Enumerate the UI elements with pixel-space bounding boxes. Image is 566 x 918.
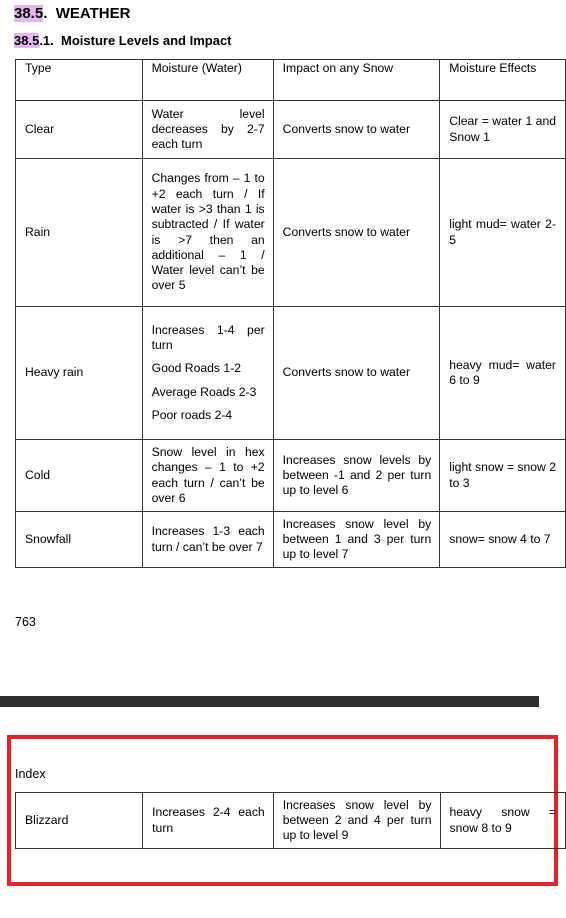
page-number: 763: [15, 615, 36, 629]
header-effects: Moisture Effects: [440, 60, 566, 101]
header-moisture: Moisture (Water): [142, 60, 273, 101]
table-header-row: [16, 60, 566, 101]
cell-type: Heavy rain: [16, 307, 143, 440]
cell-impact: Converts snow to water: [273, 307, 440, 440]
moisture-table: [15, 59, 566, 568]
cell-moisture: Increases 1-3 each turn / can’t be over 7: [142, 512, 273, 568]
moisture-line: Increases 1-4 per turn: [151, 322, 265, 353]
header-type: Type: [16, 60, 143, 101]
table-row: [16, 101, 566, 159]
cell-type: Cold: [16, 440, 143, 512]
cell-type: Clear: [16, 101, 143, 159]
table-row: [16, 440, 566, 512]
cell-moisture: Snow level in hex changes – 1 to +2 each turn / can’t be over 6: [142, 440, 273, 512]
cell-type: Rain: [16, 159, 143, 307]
section-title: WEATHER: [55, 5, 131, 22]
table-row: [16, 512, 566, 568]
cell-impact: Converts snow to water: [273, 101, 440, 159]
cell-impact: Increases snow levels by between -1 and 2 per turn up to level 6: [273, 440, 440, 512]
cell-effects: heavy snow = snow 8 to 9: [440, 793, 566, 849]
subsection-title: Moisture Levels and Impact: [61, 33, 232, 48]
cell-effects: snow= snow 4 to 7: [440, 512, 566, 568]
header-impact: Impact on any Snow: [273, 60, 440, 101]
cell-impact: Increases snow level by between 1 and 3 per turn up to level 7: [273, 512, 440, 568]
blizzard-table: [15, 792, 566, 849]
cell-moisture: Increases 2-4 each turn: [143, 793, 274, 849]
table-row: [16, 159, 566, 307]
subsection-number-rest: .1.: [39, 33, 54, 48]
cell-effects: light snow = snow 2 to 3: [440, 440, 566, 512]
section-heading: [14, 5, 130, 22]
moisture-line: Average Roads 2-3: [151, 384, 257, 399]
table-row: [16, 307, 566, 440]
cell-moisture: Changes from – 1 to +2 each turn / If water is >3 than 1 is subtracted / If water is >7 then an additional – 1 / Water level can’t be over 5: [142, 159, 273, 307]
section-number-dot: .: [43, 5, 48, 22]
cell-effects: Clear = water 1 and Snow 1: [440, 101, 566, 159]
moisture-line: Poor roads 2-4: [151, 407, 233, 422]
moisture-line: Good Roads 1-2: [151, 361, 242, 376]
cell-impact: Increases snow level by between 2 and 4 per turn up to level 9: [273, 793, 440, 849]
cell-type: Snowfall: [16, 512, 143, 568]
index-label: Index: [15, 767, 46, 781]
section-number: 38.5: [14, 5, 44, 22]
page-divider: [0, 696, 539, 707]
subsection-number-highlight: 38.5: [14, 33, 40, 48]
cell-impact: Converts snow to water: [273, 159, 440, 307]
cell-effects: heavy mud= water 6 to 9: [440, 307, 566, 440]
cell-moisture: Water level decreases by 2-7 each turn: [142, 101, 273, 159]
table-row: [16, 793, 566, 849]
cell-effects: light mud= water 2-5: [440, 159, 566, 307]
cell-type: Blizzard: [16, 793, 143, 849]
cell-moisture: [142, 307, 273, 440]
subsection-heading: [14, 33, 232, 48]
